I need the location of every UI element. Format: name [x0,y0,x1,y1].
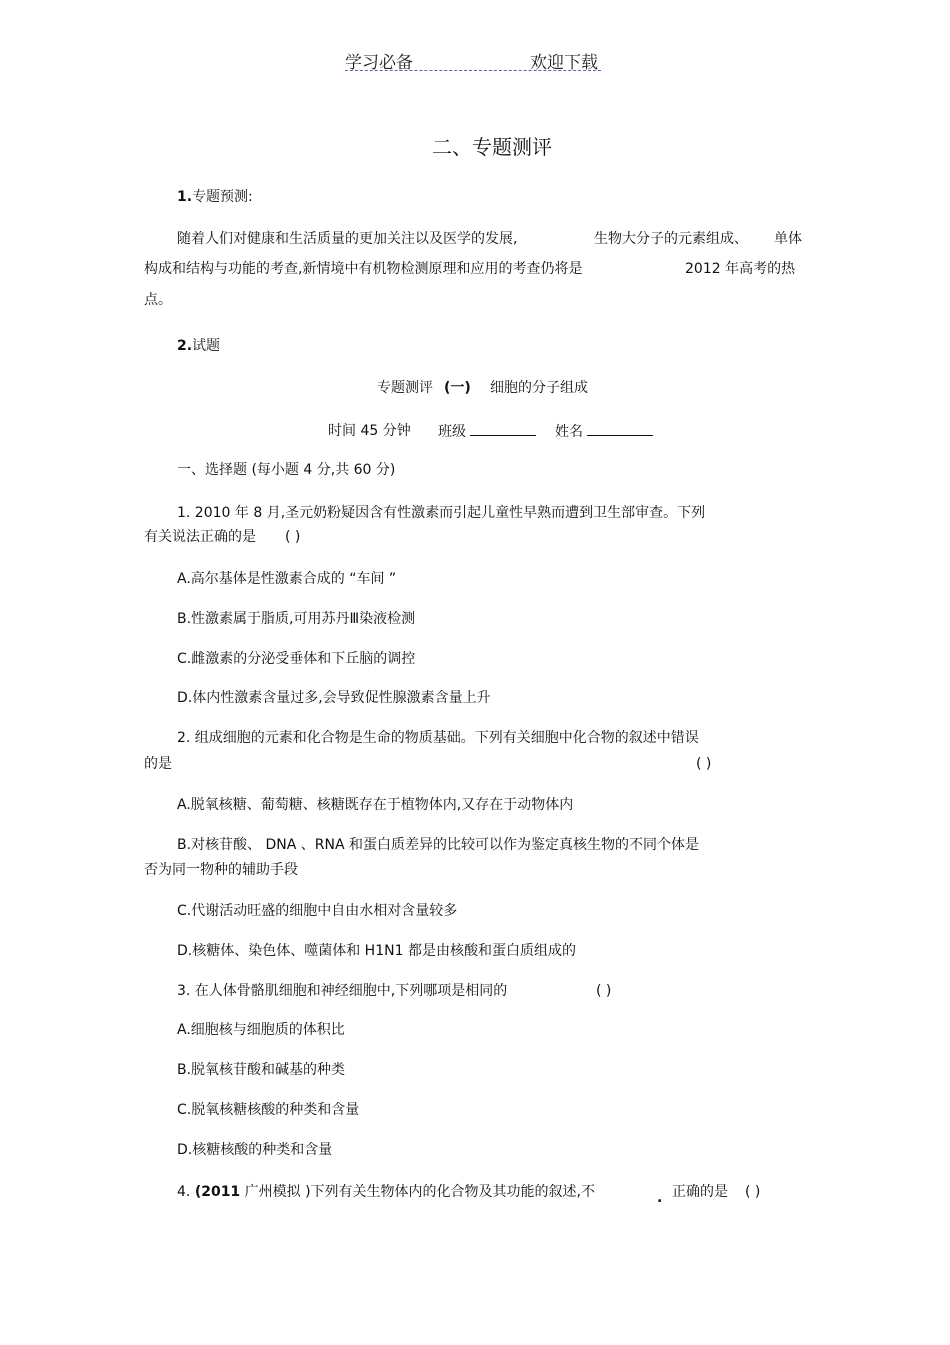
q1-option-d[interactable]: D.体内性激素含量过多,会导致促性腺激素含量上升 [177,690,491,706]
q1-answer-paren[interactable]: ( ) [285,529,301,545]
info-name [555,421,653,442]
q2-stem-line2: 的是 [144,756,172,772]
part1-heading: 一、选择题 (每小题 4 分,共 60 分) [177,462,396,478]
forecast-line2-b: 2012 年高考的热 [685,261,796,277]
info-class [438,421,536,442]
forecast-line1-a: 随着人们对健康和生活质量的更加关注以及医学的发展, [177,231,518,247]
q4-num: 4. [177,1184,191,1200]
q2-stem-line1: 2. 组成细胞的元素和化合物是生命的物质基础。下列有关细胞中化合物的叙述中错误 [177,730,699,746]
section-title: 二、专题测评 [432,135,552,159]
q1-option-c[interactable]: C.雌激素的分泌受垂体和下丘脑的调控 [177,651,416,667]
emphasis-dot: . [657,1190,663,1206]
info-time: 时间 45 分钟 [328,423,411,439]
q3-option-d[interactable]: D.核糖核酸的种类和含量 [177,1142,333,1158]
name-blank[interactable] [587,421,653,436]
q4-answer-paren[interactable]: ( ) [745,1184,761,1200]
info-name-label: 姓名 [555,424,583,440]
q3-option-c[interactable]: C.脱氧核糖核酸的种类和含量 [177,1102,360,1118]
exam-subtitle-c: 细胞的分子组成 [490,380,588,396]
q3-option-b[interactable]: B.脱氧核苷酸和碱基的种类 [177,1062,346,1078]
q4-source-place: 广州模拟 [244,1184,301,1200]
q4-stem-end: 正确的是 [672,1184,728,1200]
q2-option-a[interactable]: A.脱氧核糖、葡萄糖、核糖既存在于植物体内,又存在于动物体内 [177,797,574,813]
q3-stem: 3. 在人体骨骼肌细胞和神经细胞中,下列哪项是相同的 [177,983,508,999]
exam-title: 试题 [192,338,221,354]
header-left: 学习必备 [345,53,413,73]
forecast-num: 1. [177,189,193,205]
q2-option-b[interactable]: B.对核苷酸、 DNA 、RNA 和蛋白质差异的比较可以作为鉴定真核生物的不同个体是 [177,837,700,853]
q4-stem [177,1182,595,1202]
q2-option-c[interactable]: C.代谢活动旺盛的细胞中自由水相对含量较多 [177,903,458,919]
forecast-line2-a: 构成和结构与功能的考查,新情境中有机物检测原理和应用的考查仍将是 [144,261,583,277]
exam-subtitle-b: (一) [444,380,471,396]
q1-option-a[interactable]: A.高尔基体是性激素合成的 “车间 ” [177,571,397,587]
q1-option-b[interactable]: B.性激素属于脂质,可用苏丹Ⅲ染液检测 [177,611,416,627]
exam-num: 2. [177,338,193,354]
q4-stem-text: )下列有关生物体内的化合物及其功能的叙述,不 [305,1184,596,1200]
forecast-line3: 点。 [144,292,172,308]
forecast-line1-c: 单体 [774,231,802,247]
q2-option-d[interactable]: D.核糖体、染色体、噬菌体和 H1N1 都是由核酸和蛋白质组成的 [177,943,576,959]
forecast-title: 专题预测: [192,189,253,205]
q1-stem-line1: 1. 2010 年 8 月,圣元奶粉疑因含有性激素而引起儿童性早熟而遭到卫生部审查。下列 [177,505,706,521]
q2-answer-paren[interactable]: ( ) [696,756,712,772]
q3-answer-paren[interactable]: ( ) [596,983,612,999]
class-blank[interactable] [470,421,536,436]
q2-option-b-cont[interactable]: 否为同一物种的辅助手段 [144,862,298,878]
header-right: 欢迎下载 [530,53,598,73]
exam-subtitle-a: 专题测评 [377,380,433,396]
forecast-heading [177,187,253,207]
info-class-label: 班级 [438,424,466,440]
forecast-line1-b: 生物大分子的元素组成、 [594,231,748,247]
q4-source-year: (2011 [194,1184,241,1200]
header-divider [345,70,601,71]
q3-option-a[interactable]: A.细胞核与细胞质的体积比 [177,1022,345,1038]
exam-heading [177,336,220,356]
q1-stem-line2: 有关说法正确的是 [144,529,256,545]
